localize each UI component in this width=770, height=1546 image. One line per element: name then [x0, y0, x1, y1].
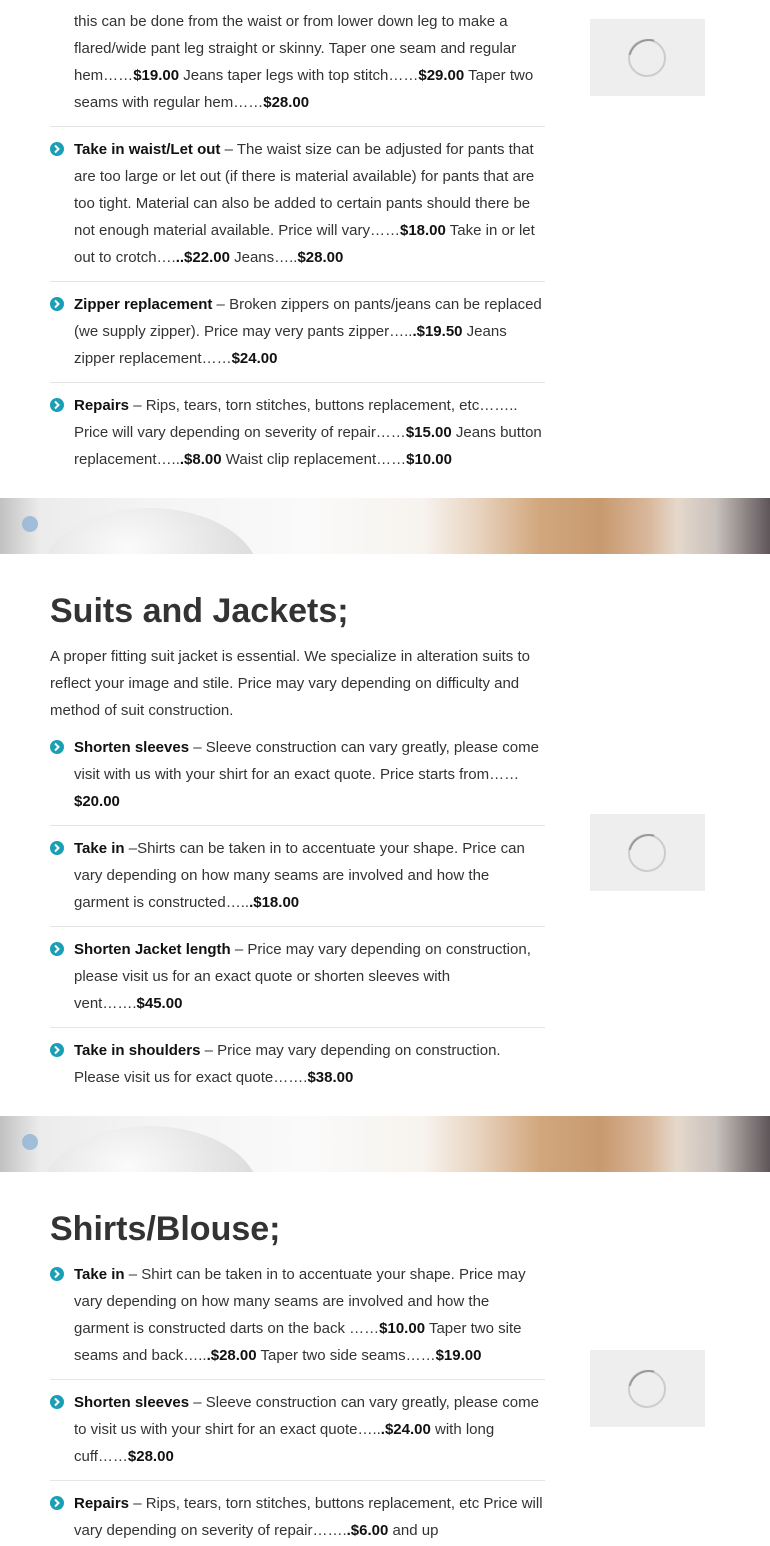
item-desc: – Price may vary depending on construction. Please visit us for exact quote……. — [74, 1042, 501, 1086]
item-emphasis: $15.00 — [405, 424, 452, 441]
list-item — [50, 1490, 545, 1546]
item-text — [50, 392, 545, 473]
item-emphasis: $10.00 — [379, 1320, 426, 1337]
item-text — [50, 1037, 545, 1091]
item-emphasis: $18.00 — [399, 222, 446, 239]
item-desc: with long cuff…… — [74, 1421, 495, 1465]
item-emphasis: Zipper replacement — [74, 296, 213, 313]
item-emphasis: Repairs — [74, 1495, 130, 1512]
item-desc: – Price may vary depending on construction, please visit us for an exact quote or shorten sleeves with vent……. — [74, 941, 531, 1012]
item-desc: – Rips, tears, torn stitches, buttons replacement, etc Price will vary depending on severity of repair……. — [74, 1495, 543, 1539]
image-placeholder — [590, 19, 705, 96]
list-item — [50, 0, 545, 127]
item-text — [50, 136, 545, 271]
lamp-image — [40, 1126, 260, 1172]
item-emphasis: ..$22.00 — [175, 249, 230, 266]
chevron-right-icon — [50, 1395, 64, 1409]
item-desc: Jeans….. — [229, 249, 298, 266]
item-desc: – Shirt can be taken in to accentuate your shape. Price may vary depending on how many seams are involved and how the garment is constructed darts on the back …… — [74, 1266, 526, 1337]
item-emphasis: Shorten sleeves — [74, 739, 190, 756]
bulb-image — [22, 1134, 38, 1150]
item-emphasis: .$24.00 — [380, 1421, 431, 1438]
section-divider-banner — [0, 498, 770, 554]
chevron-right-icon — [50, 740, 64, 754]
item-emphasis: Take in waist/Let out — [74, 141, 221, 158]
item-emphasis: Take in — [74, 1266, 125, 1283]
item-text — [50, 835, 545, 916]
list-item — [50, 1389, 545, 1481]
suits-section — [0, 554, 770, 1116]
item-emphasis: Take in shoulders — [74, 1042, 201, 1059]
item-text — [74, 13, 533, 111]
item-emphasis: Shorten Jacket length — [74, 941, 231, 958]
section-divider-banner — [0, 1116, 770, 1172]
item-desc: Taper two seams with regular hem…… — [74, 67, 534, 111]
item-desc: Taper two site seams and back….. — [74, 1320, 522, 1364]
chevron-right-icon — [50, 841, 64, 855]
chevron-right-icon — [50, 942, 64, 956]
lamp-image — [40, 508, 260, 554]
item-emphasis: $24.00 — [231, 350, 278, 367]
item-emphasis: .$8.00 — [179, 451, 222, 468]
item-emphasis: $29.00 — [418, 67, 465, 84]
item-desc: Waist clip replacement…… — [221, 451, 407, 468]
list-item — [50, 936, 545, 1028]
item-emphasis: $28.00 — [127, 1448, 174, 1465]
section-title: Shirts/Blouse; — [50, 1210, 281, 1248]
item-emphasis: $28.00 — [297, 249, 344, 266]
item-emphasis: Repairs — [74, 397, 130, 414]
item-text — [50, 936, 545, 1017]
item-emphasis: $45.00 — [136, 995, 183, 1012]
list-item — [50, 136, 545, 282]
chevron-right-icon — [50, 1043, 64, 1057]
item-desc: –Shirts can be taken in to accentuate your shape. Price can vary depending on how many seams are involved and how the garment is constructed….. — [74, 840, 525, 911]
item-text — [50, 1389, 545, 1470]
item-desc: – Broken zippers on pants/jeans can be replaced (we supply zipper). Price may very pants zipper….. — [74, 296, 542, 340]
chevron-right-icon — [50, 398, 64, 412]
item-desc: – Sleeve construction can vary greatly, please come visit with us with your shirt for an exact quote. Price starts from…… — [74, 739, 539, 783]
chevron-right-icon — [50, 1496, 64, 1510]
section-title: Suits and Jackets; — [50, 592, 349, 630]
item-desc: Jeans button replacement….. — [74, 424, 542, 468]
list-item — [50, 734, 545, 826]
chevron-right-icon — [50, 142, 64, 156]
item-emphasis: $20.00 — [74, 793, 120, 810]
image-placeholder — [590, 1350, 705, 1427]
item-desc: – Sleeve construction can vary greatly, please come to visit us with your shirt for an exact quote….. — [74, 1394, 539, 1438]
item-text — [50, 734, 545, 815]
item-overflow-line — [74, 0, 545, 8]
shirts-section — [0, 1172, 770, 1546]
list-item — [50, 291, 545, 383]
item-emphasis: Shorten sleeves — [74, 1394, 190, 1411]
item-text — [50, 1490, 545, 1544]
list-item — [50, 1037, 545, 1097]
item-desc: Taper two side seams…… — [256, 1347, 436, 1364]
item-desc: Jeans zipper replacement…… — [74, 323, 507, 367]
item-desc: this can be done from the waist or from lower down leg to make a flared/wide pant leg straight or skinny. Taper one seam and regular hem…… — [74, 13, 517, 84]
spinner-icon — [628, 1370, 666, 1408]
item-text — [50, 1261, 545, 1369]
item-desc: Jeans taper legs with top stitch…… — [179, 67, 419, 84]
item-desc: – The waist size can be adjusted for pants that are too large or let out (if there is material available) for pants that are too tight. Material can also be added to certain pants should there be not enough material available. Price will vary…… — [74, 141, 535, 239]
image-placeholder — [590, 814, 705, 891]
item-emphasis: $28.00 — [263, 94, 310, 111]
list-item — [50, 392, 545, 476]
item-emphasis: .$6.00 — [346, 1522, 389, 1539]
spinner-icon — [628, 39, 666, 77]
list-item — [50, 1261, 545, 1380]
chevron-right-icon — [50, 297, 64, 311]
list-item — [50, 835, 545, 927]
item-emphasis: $38.00 — [307, 1069, 354, 1086]
item-emphasis: Take in — [74, 840, 125, 857]
section-intro: A proper fitting suit jacket is essential. We specialize in alteration suits to reflect your image and stile. Price may vary depending on difficulty and method of suit construction. — [50, 648, 530, 719]
item-desc: Take in or let out to crotch…. — [74, 222, 535, 266]
item-desc: – Rips, tears, torn stitches, buttons replacement, etc…….. Price will vary depending on severity of repair…… — [74, 397, 518, 441]
item-emphasis: .$28.00 — [206, 1347, 257, 1364]
item-emphasis: $19.00 — [435, 1347, 482, 1364]
item-text — [50, 291, 545, 372]
item-emphasis: .$18.00 — [249, 894, 300, 911]
pants-section — [0, 0, 770, 498]
item-emphasis: .$19.50 — [412, 323, 463, 340]
item-desc: and up — [388, 1522, 439, 1539]
spinner-icon — [628, 834, 666, 872]
chevron-right-icon — [50, 1267, 64, 1281]
item-emphasis: $19.00 — [133, 67, 180, 84]
item-emphasis: $10.00 — [406, 451, 452, 468]
bulb-image — [22, 516, 38, 532]
